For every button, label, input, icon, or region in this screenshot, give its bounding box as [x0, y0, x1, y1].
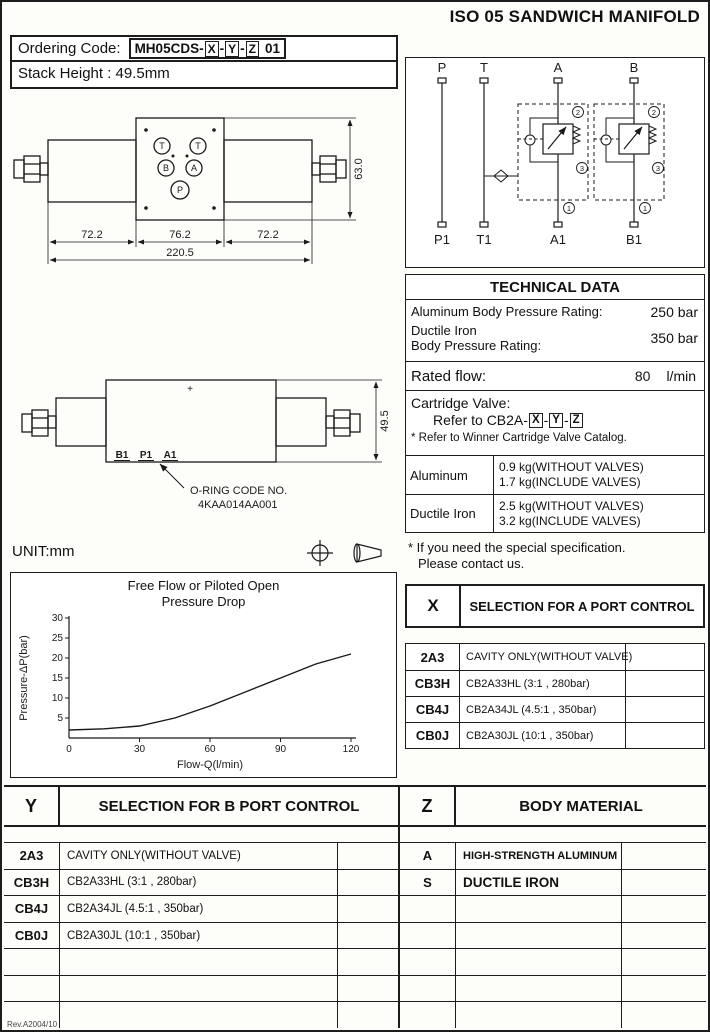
weight-material-ductile: Ductile Iron: [406, 495, 494, 532]
side-view-drawing: [10, 354, 402, 526]
dim-220-5-total: 220.5: [166, 247, 194, 259]
page-title: ISO 05 SANDWICH MANIFOLD: [449, 7, 700, 26]
y-row-desc: CB2A34JL (4.5:1 , 350bar): [60, 896, 338, 922]
code-suffix: 01: [264, 41, 280, 56]
special-note-line2: Please contact us.: [418, 556, 525, 571]
weight-aluminum-without: 0.9 kg(WITHOUT VALVES): [499, 460, 644, 474]
z-table-body: [400, 842, 706, 1028]
z-row-desc: HIGH-STRENGTH ALUMINUM: [456, 843, 622, 869]
counterbalance-valve-b: [594, 104, 664, 214]
code-y: Y: [225, 41, 239, 57]
dim-49-5-height: 49.5: [379, 410, 391, 432]
chart-title-line2: Pressure Drop: [161, 594, 246, 609]
counterbalance-valve-a: [518, 104, 588, 214]
schematic-port-p: P: [437, 60, 447, 75]
empty-table-row: [400, 895, 706, 922]
x-row-desc: CB2A30JL (10:1 , 350bar): [460, 723, 626, 748]
stack-height-label: Stack Height : 49.5mm: [18, 65, 170, 82]
y-selection-table: [4, 787, 400, 1028]
schematic-port-lines: [438, 78, 638, 227]
y-row-code: CB3H: [4, 870, 60, 896]
pressure-drop-chart: [11, 610, 396, 776]
port-label-t1: T: [159, 141, 165, 151]
plus-mark: +: [187, 384, 193, 395]
side-dimension-lines: [276, 380, 382, 462]
code-prefix: MH05CDS-: [134, 41, 204, 56]
hydraulic-schematic: [406, 58, 703, 266]
y-row-desc: CB2A30JL (10:1 , 350bar): [60, 923, 338, 949]
check-valve-icon: [484, 170, 518, 182]
hydraulic-schematic-box: [405, 57, 705, 268]
port-label-b: B: [162, 163, 170, 173]
schematic-port-t: T: [480, 60, 488, 75]
special-note-line1: * If you need the special specification.: [408, 540, 626, 555]
chart-title: [11, 578, 396, 610]
ordering-code-value: [129, 38, 286, 59]
side-port-b1: B1: [115, 450, 129, 461]
technical-data-title: TECHNICAL DATA: [406, 275, 704, 300]
ordering-code-row: [12, 37, 396, 62]
x-row-desc: CB2A33HL (3:1 , 280bar): [460, 671, 626, 696]
special-specification-note: [408, 540, 626, 572]
z-body-material-table: [400, 787, 706, 1028]
chart-y-label: Pressure-ΔP(bar): [18, 635, 30, 721]
cartridge-refer-text: Refer to CB2A-: [433, 412, 528, 428]
y-tick-25: 25: [51, 633, 63, 644]
weight-material-aluminum: Aluminum: [406, 456, 494, 494]
port-label-t2: T: [195, 141, 201, 151]
weight-row-aluminum: [406, 456, 704, 494]
ductile-rating-label-line2: Body Pressure Rating:: [411, 338, 542, 353]
revision-note: Rev.A2004/10: [7, 1020, 58, 1029]
table-row: [406, 644, 704, 670]
y-table-body: [4, 842, 398, 1028]
table-row: [406, 722, 704, 748]
y-row-code: CB4J: [4, 896, 60, 922]
y-tick-30: 30: [51, 613, 63, 624]
table-row: [4, 869, 398, 896]
aluminum-rating-label: Aluminum Body Pressure Rating:: [411, 304, 603, 319]
y-tick-5: 5: [57, 713, 63, 724]
chart-x-label: Flow-Q(l/min): [177, 759, 243, 771]
x-table-header: [405, 584, 705, 628]
z-table-key: Z: [400, 787, 456, 825]
side-port-a1: A1: [163, 450, 177, 461]
schematic-port-t1: T1: [476, 232, 492, 247]
chart-axes: [69, 616, 356, 738]
cartridge-sep-1: -: [543, 412, 549, 428]
weight-ductile-without: 2.5 kg(WITHOUT VALVES): [499, 498, 644, 513]
stack-height-row: [12, 62, 396, 85]
callout-3-a: 3: [579, 164, 585, 173]
port-label-p: P: [176, 185, 184, 195]
ductile-rating-label: [411, 323, 541, 353]
z-table-title: BODY MATERIAL: [519, 797, 643, 815]
unit-note: UNIT:mm: [12, 543, 75, 560]
weight-aluminum-include: 1.7 kg(INCLUDE VALVES): [499, 475, 641, 489]
rated-flow-value: 80: [634, 368, 651, 384]
empty-table-row: [400, 1001, 706, 1028]
chart-x-tick-labels: [66, 744, 360, 755]
code-sep-1: -: [219, 41, 225, 56]
x-table-body: [405, 643, 705, 749]
ordering-code-label: Ordering Code:: [18, 40, 121, 57]
x-tick-30: 30: [133, 744, 146, 755]
center-mark-icon: [307, 540, 333, 566]
rated-flow-unit: l/min: [666, 368, 696, 384]
code-x: X: [205, 41, 219, 57]
z-row-code: A: [400, 843, 456, 869]
weight-row-ductile: [406, 494, 704, 532]
cartridge-z: Z: [570, 413, 583, 428]
table-row: [400, 869, 706, 896]
y-table-header: [4, 787, 398, 827]
x-tick-120: 120: [342, 744, 360, 755]
chart-title-line1: Free Flow or Piloted Open: [127, 578, 280, 593]
table-row: [4, 842, 398, 869]
y-table-title: SELECTION FOR B PORT CONTROL: [98, 797, 360, 815]
cartridge-x: X: [529, 413, 543, 428]
cartridge-sep-2: -: [563, 412, 569, 428]
x-row-code: CB0J: [406, 723, 460, 748]
schematic-port-p1: P1: [434, 232, 450, 247]
weight-ductile-include: 3.2 kg(INCLUDE VALVES): [499, 513, 641, 528]
oring-code-label: O-RING CODE NO.: [190, 485, 288, 497]
cartridge-refer-line: [433, 412, 698, 428]
table-row: [400, 842, 706, 869]
y-tick-15: 15: [51, 673, 63, 684]
projection-symbols: [305, 538, 390, 568]
ductile-rating-label-line1: Ductile Iron: [411, 323, 477, 338]
x-selection-table: [405, 584, 705, 749]
empty-table-row: [400, 922, 706, 949]
x-row-code: CB4J: [406, 697, 460, 722]
x-table-title: SELECTION FOR A PORT CONTROL: [469, 598, 695, 614]
cartridge-note: * Refer to Winner Cartridge Valve Catalog.: [411, 432, 627, 444]
callout-3-b: 3: [655, 164, 661, 173]
y-row-desc: CAVITY ONLY(WITHOUT VALVE): [60, 843, 338, 869]
x-tick-60: 60: [204, 744, 216, 755]
cartridge-y: Y: [549, 413, 563, 428]
dim-76-2-center: 76.2: [169, 229, 191, 241]
rated-flow-section: [406, 362, 704, 391]
x-tick-90: 90: [274, 744, 287, 755]
table-row: [4, 895, 398, 922]
schematic-port-a1: A1: [550, 232, 566, 247]
pressure-drop-chart-box: [10, 572, 397, 778]
pressure-rating-section: [406, 300, 704, 362]
table-row: [406, 670, 704, 696]
dim-72-2-right: 72.2: [257, 229, 279, 241]
schematic-port-b: B: [629, 60, 639, 75]
mounting-hole-dots: [144, 128, 216, 210]
schematic-port-a: A: [553, 60, 563, 75]
oring-code-number: 4KAA014AA001: [198, 499, 278, 511]
code-sep-2: -: [240, 41, 245, 56]
callout-2-a: 2: [575, 108, 581, 117]
callout-1-a: 1: [566, 204, 572, 213]
y-tick-20: 20: [51, 653, 63, 664]
chart-ticks: [65, 618, 351, 742]
x-row-code: CB3H: [406, 671, 460, 696]
callout-1-b: 1: [642, 204, 648, 213]
empty-table-row: [4, 948, 398, 975]
aluminum-rating-value: 250 bar: [650, 304, 698, 320]
schematic-port-b1: B1: [626, 232, 642, 247]
x-row-code: 2A3: [406, 644, 460, 670]
empty-table-row: [400, 975, 706, 1002]
oring-callout: [160, 464, 287, 511]
y-tick-10: 10: [51, 693, 63, 704]
port-label-a: A: [190, 163, 198, 173]
empty-table-row: [4, 1001, 398, 1028]
side-port-p1: P1: [139, 450, 153, 461]
bottom-tables-section: [4, 785, 706, 1028]
pressure-drop-curve: [69, 654, 351, 730]
manifold-body-outline: [14, 118, 346, 220]
x-row-desc: CB2A34JL (4.5:1 , 350bar): [460, 697, 626, 722]
callout-2-b: 2: [651, 108, 657, 117]
dim-72-2-left: 72.2: [81, 229, 103, 241]
z-row-desc: DUCTILE IRON: [456, 870, 622, 896]
z-row-code: S: [400, 870, 456, 896]
x-tick-0: 0: [66, 744, 72, 755]
table-row: [406, 696, 704, 722]
dim-63-0-height: 63.0: [353, 158, 365, 180]
x-row-desc: CAVITY ONLY(WITHOUT VALVE): [460, 644, 626, 670]
projection-cone-icon: [354, 544, 381, 562]
x-table-key: X: [407, 586, 461, 626]
code-z: Z: [246, 41, 259, 57]
y-row-code: CB0J: [4, 923, 60, 949]
top-view-drawing: [10, 92, 402, 276]
chart-y-tick-labels: [52, 613, 64, 724]
y-table-key: Y: [4, 787, 60, 825]
technical-data-box: [405, 274, 705, 533]
rated-flow-label: Rated flow:: [411, 367, 487, 385]
ordering-code-box: [10, 35, 398, 89]
empty-table-row: [4, 975, 398, 1002]
z-table-header: [400, 787, 706, 827]
table-row: [4, 922, 398, 949]
y-row-code: 2A3: [4, 843, 60, 869]
y-row-desc: CB2A33HL (3:1 , 280bar): [60, 870, 338, 896]
cartridge-valve-label: Cartridge Valve:: [411, 395, 511, 411]
cartridge-valve-section: [406, 391, 704, 456]
ductile-rating-value: 350 bar: [650, 329, 698, 346]
empty-table-row: [400, 948, 706, 975]
